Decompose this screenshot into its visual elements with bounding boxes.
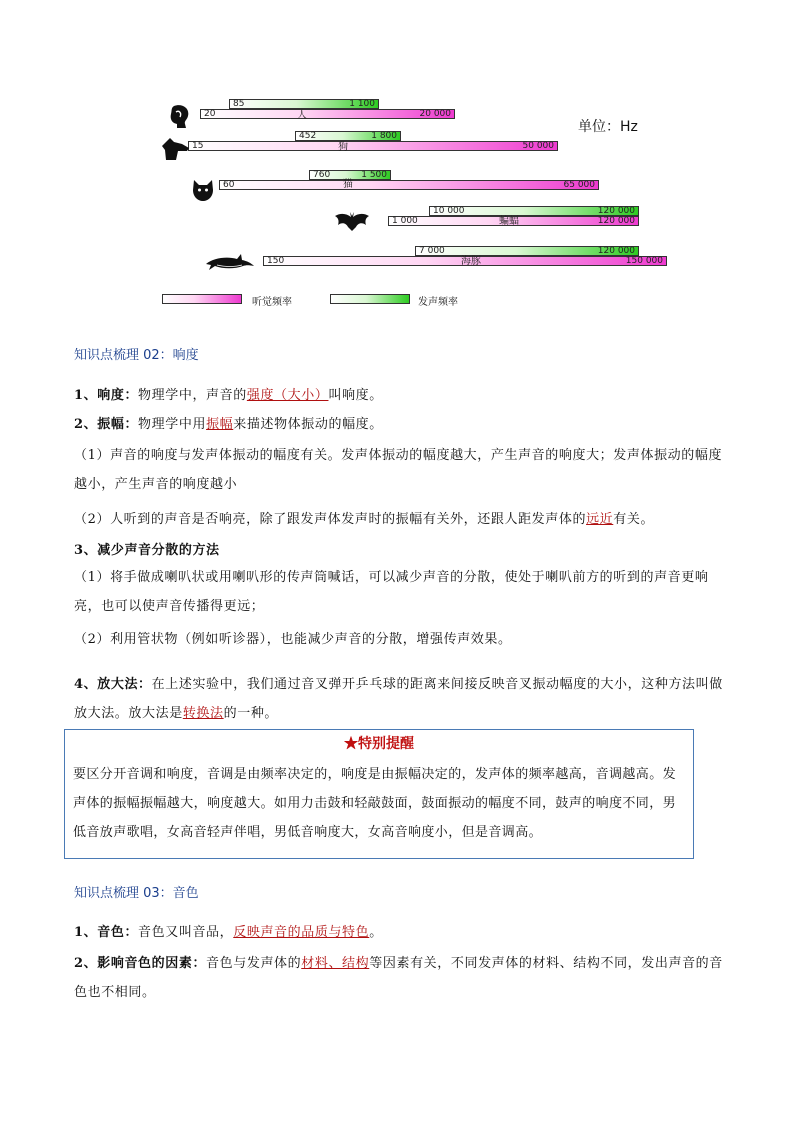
- vocal-max-label: 1 100: [349, 99, 375, 109]
- vocal-min-label: 85: [233, 99, 245, 109]
- paragraph-amplification-method: [74, 670, 724, 728]
- hearing-min-label: 150: [267, 256, 285, 266]
- hearing-min-label: 15: [192, 141, 204, 151]
- hearing-max-label: 65 000: [563, 180, 595, 190]
- term-label: 1、响度：: [74, 388, 139, 403]
- section-title-timbre: 知识点梳理 03：音色: [74, 886, 199, 901]
- hearing-min-label: 60: [223, 180, 235, 190]
- paragraph-loudness-definition: [74, 381, 724, 410]
- text: 叫响度。: [328, 388, 383, 403]
- paragraph-timbre-factors: [74, 949, 724, 1007]
- section-title-loudness: 知识点梳理 02：响度: [74, 348, 199, 363]
- legend-hearing-swatch: [162, 294, 242, 304]
- hearing-max-label: 20 000: [419, 109, 451, 119]
- text: 来描述物体振动的幅度。: [233, 417, 383, 432]
- hearing-min-label: 1 000: [392, 216, 418, 226]
- special-reminder-title: ★特别提醒: [344, 736, 414, 752]
- vocal-min-label: 452: [299, 131, 317, 141]
- legend-vocal-label: 发声频率: [418, 297, 458, 308]
- text: 物理学中用: [138, 417, 207, 432]
- hearing-range-bar-1: [200, 109, 455, 119]
- text: 在上述实验中，我们通过音叉弹开乒乓球的距离来间接反映音叉振动幅度的大小，这种方法叫做放大法。放大法是: [74, 677, 723, 721]
- legend-vocal-swatch: [330, 294, 410, 304]
- vocal-max-label: 1 800: [371, 131, 397, 141]
- key-term: 转换法: [182, 706, 224, 721]
- cat-head-icon: [191, 178, 215, 206]
- dog-head-icon: [160, 136, 190, 166]
- hearing-range-bar-2: [188, 141, 558, 151]
- vocal-min-label: 760: [313, 170, 331, 180]
- text: 有关。: [613, 512, 655, 527]
- hearing-range-chart: [0, 0, 794, 320]
- hearing-max-label: 120 000: [597, 216, 635, 226]
- animal-name-2: 狗: [338, 142, 348, 153]
- paragraph-amplitude-definition: [74, 410, 724, 439]
- paragraph-reduce-dispersion-1: （1）将手做成喇叭状或用喇叭形的传声筒喊话，可以减少声音的分散，使处于喇叭前方的听到的声音更响亮，也可以使声音传播得更远；: [74, 570, 709, 614]
- text: （2）人听到的声音是否响亮，除了跟发声体发声时的振幅有关外，还跟人距发声体的: [74, 512, 587, 527]
- text: 。: [369, 925, 383, 940]
- animal-name-5: 海豚: [461, 256, 481, 267]
- key-term: 振幅: [206, 417, 234, 432]
- human-head-icon: [168, 104, 192, 134]
- animal-name-3: 猫: [343, 179, 353, 190]
- key-term: 强度（大小）: [246, 388, 329, 403]
- key-term: 远近: [586, 512, 614, 527]
- hearing-range-bar-3: [219, 180, 599, 190]
- term-label: 2、振幅：: [74, 417, 139, 432]
- special-reminder-box: [64, 729, 694, 859]
- vocal-max-label: 120 000: [597, 246, 635, 256]
- key-term: 材料、结构: [301, 956, 370, 971]
- vocal-min-label: 7 000: [419, 246, 445, 256]
- term-label: 4、放大法：: [74, 677, 152, 692]
- text: 的一种。: [223, 706, 279, 721]
- paragraph-timbre-definition: [74, 918, 724, 947]
- vocal-max-label: 1 500: [361, 170, 387, 180]
- animal-name-4: 蝙蝠: [499, 216, 519, 227]
- key-term: 反映声音的品质与特色: [233, 925, 370, 940]
- paragraph-amplitude-point-1: （1）声音的响度与发声体振动的幅度有关。发声体振动的幅度越大，产生声音的响度大；发声体振动的幅度越小，产生声音的响度越小: [74, 448, 723, 492]
- term-label: 3、减少声音分散的方法: [74, 543, 220, 558]
- vocal-range-bar-2: [295, 131, 401, 141]
- unit-label: 单位：Hz: [578, 119, 638, 135]
- term-label: 1、音色：: [74, 925, 139, 940]
- hearing-min-label: 20: [204, 109, 216, 119]
- paragraph-amplitude-point-2: [74, 505, 724, 534]
- vocal-min-label: 10 000: [433, 206, 465, 216]
- vocal-max-label: 120 000: [597, 206, 635, 216]
- hearing-max-label: 50 000: [522, 141, 554, 151]
- animal-name-1: 人: [297, 110, 307, 121]
- dolphin-icon: [205, 252, 255, 276]
- text: 物理学中，声音的: [138, 388, 247, 403]
- text: 音色又叫音品，: [138, 925, 234, 940]
- paragraph-reduce-dispersion-title: [74, 536, 724, 565]
- vocal-range-bar-1: [229, 99, 379, 109]
- text: 等因素有关，不同发声体的材料、结构不同，发出声音的音色也不相同。: [74, 956, 723, 1000]
- vocal-range-bar-5: [415, 246, 639, 256]
- special-reminder-body: 要区分开音调和响度，音调是由频率决定的，响度是由振幅决定的，发声体的频率越高，音调越高。发声体的振幅振幅越大，响度越大。如用力击鼓和轻敲鼓面，鼓面振动的幅度不同，鼓声的响度不同，男低音放声歌唱，女高音轻声伴唱，男低音响度大，女高音响度小，但是音调高。: [73, 767, 677, 840]
- paragraph-reduce-dispersion-2: （2）利用管状物（例如听诊器），也能减少声音的分散，增强传声效果。: [74, 632, 512, 647]
- hearing-max-label: 150 000: [625, 256, 663, 266]
- text: 音色与发声体的: [206, 956, 302, 971]
- bat-icon: [334, 210, 370, 236]
- legend-hearing-label: 听觉频率: [252, 297, 292, 308]
- term-label: 2、影响音色的因素：: [74, 956, 207, 971]
